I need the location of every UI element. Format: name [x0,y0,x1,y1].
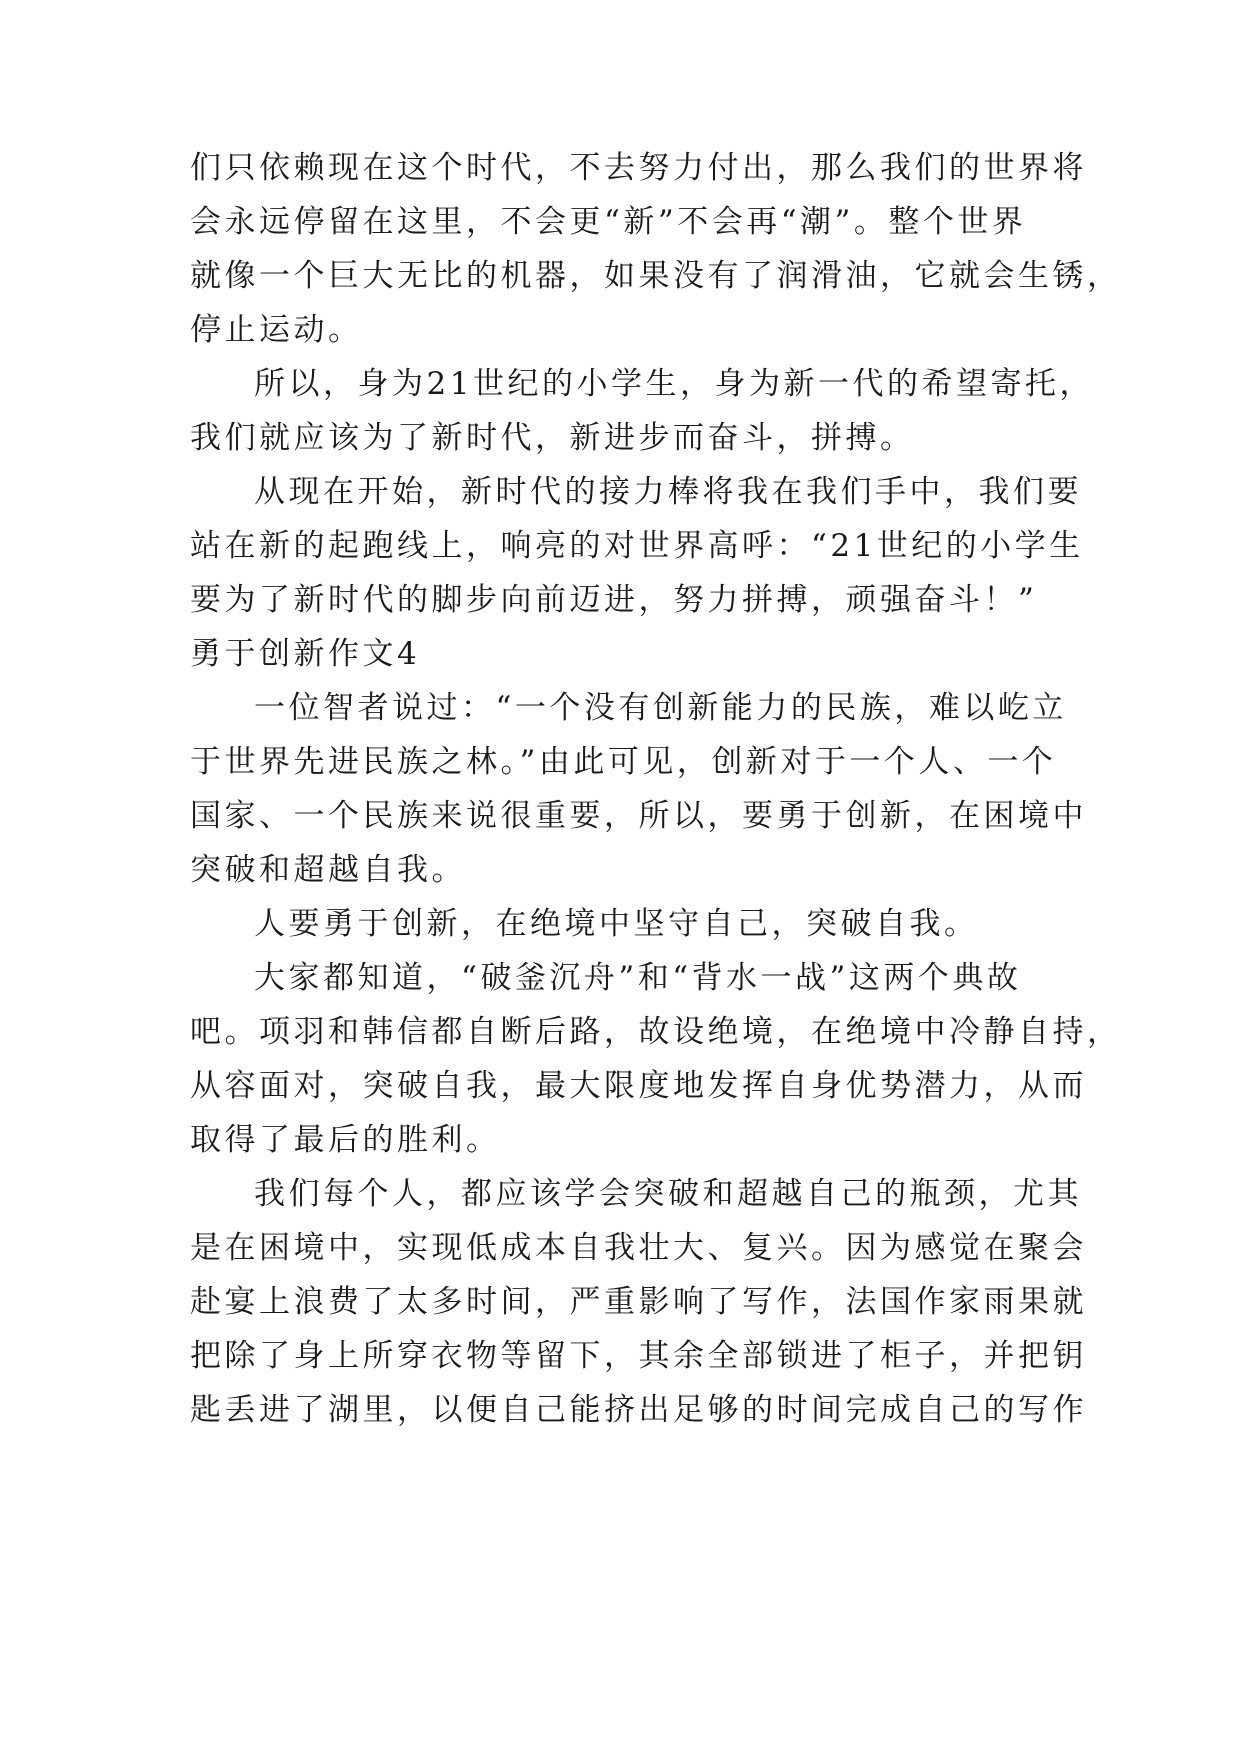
text-line: 会永远停留在这里，不会更“新”不会再“潮”。整个世界 [190,204,1027,240]
text-line: 就像一个巨大无比的机器，如果没有了润滑油，它就会生锈， [190,258,1122,294]
text-line: 于世界先进民族之林。”由此可见，创新对于一个人、一个 [190,744,1057,780]
paragraph-start-line: 所以，身为21世纪的小学生，身为新一代的希望寄托， [254,366,1094,402]
paragraph-start-line: 从现在开始，新时代的接力棒将我在我们手中，我们要 [254,474,1082,510]
text-line: 们只依赖现在这个时代，不去努力付出，那么我们的世界将 [190,150,1087,186]
paragraph-start-line: 人要勇于创新，在绝境中坚守自己，突破自我。 [254,906,979,942]
paragraph-start-line: 一位智者说过：“一个没有创新能力的民族，难以屹立 [254,690,1067,726]
text-line: 赴宴上浪费了太多时间，严重影响了写作，法国作家雨果就 [190,1284,1087,1320]
text-line: 要为了新时代的脚步向前迈进，努力拼搏，顽强奋斗！” [190,582,1038,618]
text-line: 站在新的起跑线上，响亮的对世界高呼：“21世纪的小学生 [190,528,1084,564]
paragraph-start-line: 大家都知道，“破釜沉舟”和“背水一战”这两个典故 [254,960,1022,996]
text-line: 把除了身上所穿衣物等留下，其余全部锁进了柜子，并把钥 [190,1338,1087,1374]
text-line: 突破和超越自我。 [190,852,466,888]
text-line: 是在困境中，实现低成本自我壮大、复兴。因为感觉在聚会 [190,1230,1087,1266]
paragraph-start-line: 我们每个人，都应该学会突破和超越自己的瓶颈，尤其 [254,1176,1082,1212]
text-line: 我们就应该为了新时代，新进步而奋斗，拼搏。 [190,420,915,456]
text-line: 停止运动。 [190,312,363,348]
text-line: 国家、一个民族来说很重要，所以，要勇于创新，在困境中 [190,798,1087,834]
text-line: 匙丢进了湖里，以便自己能挤出足够的时间完成自己的写作 [190,1392,1087,1428]
text-line: 取得了最后的胜利。 [190,1122,501,1158]
text-line: 吧。项羽和韩信都自断后路，故设绝境，在绝境中冷静自持， [190,1014,1122,1050]
section-heading: 勇于创新作文4 [190,636,421,672]
text-line: 从容面对，突破自我，最大限度地发挥自身优势潜力，从而 [190,1068,1087,1104]
